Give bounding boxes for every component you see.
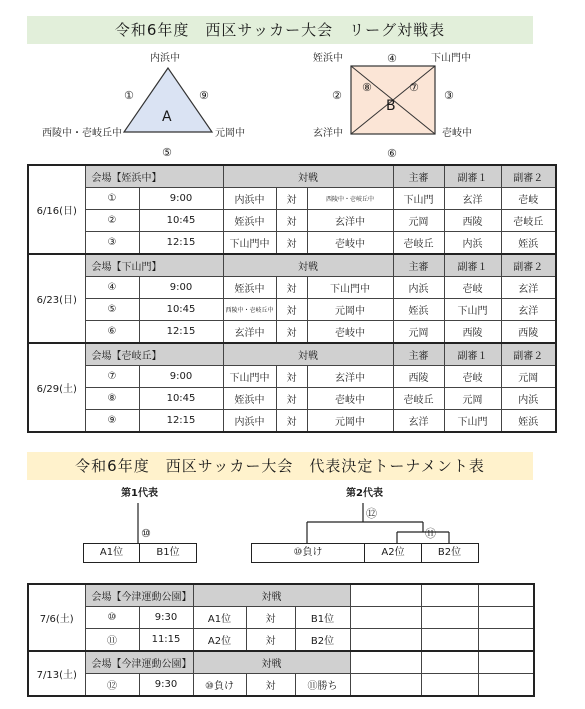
empty-cell [350, 651, 421, 674]
empty-cell [478, 607, 534, 629]
match-ref: 姪浜 [393, 299, 444, 321]
group-b-team-bl: 玄洋中 [313, 128, 343, 139]
league-day3-date: 6/29(土) [28, 343, 85, 432]
match-team2: B2位 [295, 629, 350, 652]
match-team1: 内浜中 [223, 410, 276, 433]
league-day3-vs-header: 対戦 [223, 343, 393, 366]
rep2-slot-a2: A2位 [365, 544, 422, 562]
rep1-label: 第1代表 [121, 488, 158, 499]
match-a1: 壱岐 [444, 277, 501, 299]
match-no: ② [85, 210, 139, 232]
match-a1: 下山門 [444, 410, 501, 433]
league-day2-a2-header: 副審２ [501, 254, 556, 277]
tournament-day1-venue: 会場【今津運動公園】 [85, 584, 193, 607]
tournament-day2-header-row [28, 651, 534, 674]
tournament-schedule-table [27, 583, 535, 697]
group-a-name: A [162, 109, 172, 125]
tournament-day1-vs-header: 対戦 [193, 584, 350, 607]
league-day1-ref-header: 主審 [393, 165, 444, 188]
empty-cell [478, 674, 534, 697]
match-vs: 対 [246, 674, 295, 697]
match-team2: 西陵中・壱岐丘中 [307, 188, 393, 210]
match-time: 12:15 [139, 321, 223, 344]
match-team1: 内浜中 [223, 188, 276, 210]
match-team2: 壱岐中 [307, 321, 393, 344]
empty-cell [421, 674, 478, 697]
empty-cell [350, 629, 421, 652]
match-ref: 元岡 [393, 321, 444, 344]
match-no: ⑧ [85, 388, 139, 410]
tournament-day2-venue: 会場【今津運動公園】 [85, 651, 193, 674]
match-team1: 下山門中 [223, 366, 276, 388]
group-a-match-left: ① [124, 89, 134, 102]
league-title: 令和6年度 西区サッカー大会 リーグ対戦表 [27, 16, 533, 44]
league-day1-venue: 会場【姪浜中】 [85, 165, 223, 188]
group-b-match-diag-2: ⑦ [409, 81, 419, 94]
league-day2-ref-header: 主審 [393, 254, 444, 277]
rep2-label: 第2代表 [346, 488, 383, 499]
match-a2: 西陵 [501, 321, 556, 344]
rep1-slot-b1: B1位 [156, 547, 180, 558]
group-b-team-tr: 下山門中 [431, 53, 471, 64]
group-a-match-right: ⑨ [199, 89, 209, 102]
group-b-match-diag-1: ⑧ [362, 81, 372, 94]
empty-cell [478, 629, 534, 652]
tournament-title: 令和6年度 西区サッカー大会 代表決定トーナメント表 [27, 452, 533, 480]
match-vs: 対 [276, 299, 307, 321]
match-no: ④ [85, 277, 139, 299]
group-b-name: B [386, 98, 396, 114]
empty-cell [478, 584, 534, 607]
match-a2: 壱岐 [501, 188, 556, 210]
group-b-team-tl: 姪浜中 [313, 53, 343, 64]
match-a2: 玄洋 [501, 299, 556, 321]
rep2-slots [251, 543, 479, 563]
league-day3-ref-header: 主審 [393, 343, 444, 366]
empty-cell [350, 674, 421, 697]
match-a1: 玄洋 [444, 188, 501, 210]
group-a-team-top: 内浜中 [150, 53, 180, 64]
match-vs: 対 [246, 607, 295, 629]
match-no: ⑤ [85, 299, 139, 321]
match-vs: 対 [276, 366, 307, 388]
match-no: ⑥ [85, 321, 139, 344]
match-a1: 内浜 [444, 232, 501, 255]
match-team2: 元岡中 [307, 299, 393, 321]
league-day1-date: 6/16(日) [28, 165, 85, 254]
match-a2: 姪浜 [501, 410, 556, 433]
match-no: ③ [85, 232, 139, 255]
group-b-team-br: 壱岐中 [442, 128, 472, 139]
match-ref: 玄洋 [393, 410, 444, 433]
match-team1: A2位 [193, 629, 246, 652]
match-team1: 姪浜中 [223, 277, 276, 299]
empty-cell [421, 607, 478, 629]
match-a2: 元岡 [501, 366, 556, 388]
tournament-day1-date: 7/6(土) [28, 584, 85, 651]
match-a2: 壱岐丘 [501, 210, 556, 232]
match-no: ① [85, 188, 139, 210]
group-b-match-top: ④ [387, 52, 397, 65]
table-row [28, 629, 534, 652]
league-day1-vs-header: 対戦 [223, 165, 393, 188]
match-team1: 下山門中 [223, 232, 276, 255]
match-a2: 内浜 [501, 388, 556, 410]
league-day3-a1-header: 副審１ [444, 343, 501, 366]
empty-cell [421, 584, 478, 607]
match-time: 9:00 [139, 277, 223, 299]
match-team2: ⑪勝ち [295, 674, 350, 697]
match-team1: A1位 [193, 607, 246, 629]
match-team2: 下山門中 [307, 277, 393, 299]
match-team2: 玄洋中 [307, 210, 393, 232]
empty-cell [478, 651, 534, 674]
match-a1: 西陵 [444, 210, 501, 232]
match-ref: 壱岐丘 [393, 232, 444, 255]
match-team2: 元岡中 [307, 410, 393, 433]
match-ref: 壱岐丘 [393, 388, 444, 410]
empty-cell [421, 651, 478, 674]
match-time: 11:15 [139, 629, 193, 652]
group-a-team-right: 元岡中 [215, 128, 245, 139]
league-day2-vs-header: 対戦 [223, 254, 393, 277]
rep2-semi-no: ⑪ [425, 527, 436, 540]
match-vs: 対 [276, 321, 307, 344]
match-team2: B1位 [295, 607, 350, 629]
match-vs: 対 [276, 388, 307, 410]
rep1-match-no: ⑩ [141, 527, 151, 540]
rep1-slot-a1: A1位 [84, 544, 140, 562]
match-time: 9:30 [139, 674, 193, 697]
tournament-day2-date: 7/13(土) [28, 651, 85, 696]
rep1-slots [83, 543, 197, 563]
group-b-match-bottom: ⑥ [387, 147, 397, 160]
match-team2: 玄洋中 [307, 366, 393, 388]
match-no: ⑪ [85, 629, 139, 652]
match-a1: 西陵 [444, 321, 501, 344]
match-vs: 対 [246, 629, 295, 652]
match-vs: 対 [276, 232, 307, 255]
league-day3-venue: 会場【壱岐丘】 [85, 343, 223, 366]
match-ref: 下山門 [393, 188, 444, 210]
match-team1: 姪浜中 [223, 210, 276, 232]
match-a2: 姪浜 [501, 232, 556, 255]
group-a-team-left: 西陵中・壱岐丘中 [42, 128, 122, 139]
match-time: 9:30 [139, 607, 193, 629]
match-team1: ⑩負け [193, 674, 246, 697]
match-team1: 西陵中・壱岐丘中 [223, 299, 276, 321]
match-a1: 元岡 [444, 388, 501, 410]
tournament-day1-header-row [28, 584, 534, 607]
league-day1-a1-header: 副審１ [444, 165, 501, 188]
group-a-match-bottom: ⑤ [162, 146, 172, 159]
empty-cell [350, 584, 421, 607]
match-time: 10:45 [139, 388, 223, 410]
match-time: 10:45 [139, 299, 223, 321]
match-time: 12:15 [139, 232, 223, 255]
match-vs: 対 [276, 188, 307, 210]
rep2-final-no: ⑫ [366, 507, 377, 520]
match-a1: 下山門 [444, 299, 501, 321]
match-time: 10:45 [139, 210, 223, 232]
match-time: 9:00 [139, 366, 223, 388]
match-team2: 壱岐中 [307, 232, 393, 255]
empty-cell [421, 629, 478, 652]
match-a2: 玄洋 [501, 277, 556, 299]
match-ref: 西陵 [393, 366, 444, 388]
match-ref: 内浜 [393, 277, 444, 299]
league-day3-a2-header: 副審２ [501, 343, 556, 366]
match-team1: 玄洋中 [223, 321, 276, 344]
tournament-day2-vs-header: 対戦 [193, 651, 350, 674]
match-team2: 壱岐中 [307, 388, 393, 410]
match-vs: 対 [276, 277, 307, 299]
group-b-match-right: ③ [444, 89, 454, 102]
empty-cell [350, 607, 421, 629]
league-day1-a2-header: 副審２ [501, 165, 556, 188]
rep2-slot-loser: ⑩負け [252, 544, 365, 562]
match-vs: 対 [276, 210, 307, 232]
match-vs: 対 [276, 410, 307, 433]
match-no: ⑫ [85, 674, 139, 697]
table-row [28, 607, 534, 629]
table-row [28, 674, 534, 697]
league-day2-date: 6/23(日) [28, 254, 85, 343]
match-time: 9:00 [139, 188, 223, 210]
match-no: ⑦ [85, 366, 139, 388]
match-a1: 壱岐 [444, 366, 501, 388]
match-no: ⑩ [85, 607, 139, 629]
league-day2-a1-header: 副審１ [444, 254, 501, 277]
match-time: 12:15 [139, 410, 223, 433]
league-day2-venue: 会場【下山門】 [85, 254, 223, 277]
match-ref: 元岡 [393, 210, 444, 232]
match-no: ⑨ [85, 410, 139, 433]
rep2-slot-b2: B2位 [437, 547, 462, 558]
match-team1: 姪浜中 [223, 388, 276, 410]
group-b-match-left: ② [332, 89, 342, 102]
